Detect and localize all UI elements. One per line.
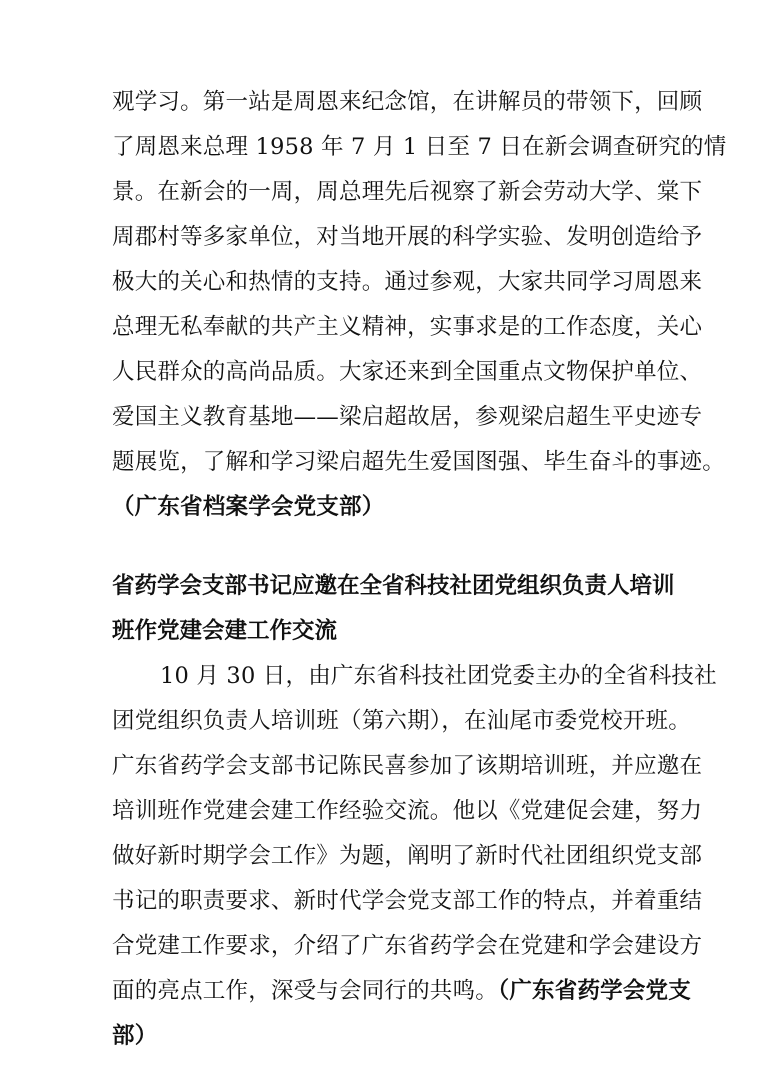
article2-line-8 <box>112 977 691 1005</box>
article2-line-2: 团党组织负责人培训班（第六期），在汕尾市委党校开班。 <box>112 708 691 734</box>
article1-line-1: 观学习。第一站是周恩来纪念馆，在讲解员的带领下，回顾 <box>112 89 703 115</box>
article2-line-5: 做好新时期学会工作》为题，阐明了新时代社团组织党支部 <box>112 843 703 869</box>
article1-line-8: 爱国主义教育基地——梁启超故居，参观梁启超生平史迹专 <box>112 404 703 430</box>
article2-line-1: 10 月 30 日，由广东省科技社团党委主办的全省科技社 <box>160 663 717 689</box>
article1-line-2: 了周恩来总理 1958 年 7 月 1 日至 7 日在新会调查研究的情 <box>112 134 727 160</box>
article2-line-3: 广东省药学会支部书记陈民喜参加了该期培训班，并应邀在 <box>112 753 703 779</box>
article2-source-part2: 部） <box>112 1023 158 1049</box>
article1-line-5: 极大的关心和热情的支持。通过参观，大家共同学习周恩来 <box>112 269 703 295</box>
article1-line-4: 周郡村等多家单位，对当地开展的科学实验、发明创造给予 <box>112 224 703 250</box>
article2-source-part1: （广东省药学会党支 <box>497 978 691 1004</box>
article1-line-6: 总理无私奉献的共产主义精神，实事求是的工作态度，关心 <box>112 314 703 340</box>
article2-line-7: 合党建工作要求，介绍了广东省药学会在党建和学会建设方 <box>112 933 703 959</box>
article2-title-line-2: 班作党建会建工作交流 <box>112 618 338 644</box>
article2-line-4: 培训班作党建会建工作经验交流。他以《党建促会建，努力 <box>112 798 703 824</box>
article1-line-9: 题展览，了解和学习梁启超先生爱国图强、毕生奋斗的事迹。 <box>112 449 725 475</box>
article2-line-6: 书记的职责要求、新时代学会党支部工作的特点，并着重结 <box>112 888 703 914</box>
article2-title-line-1: 省药学会支部书记应邀在全省科技社团党组织负责人培训 <box>112 573 675 599</box>
article1-line-7: 人民群众的高尚品质。大家还来到全国重点文物保护单位、 <box>112 359 703 385</box>
article1-line-3: 景。在新会的一周，周总理先后视察了新会劳动大学、棠下 <box>112 179 703 205</box>
article2-line-8-text: 面的亮点工作，深受与会同行的共鸣。 <box>112 978 498 1004</box>
article1-source: （广东省档案学会党支部） <box>112 494 385 520</box>
